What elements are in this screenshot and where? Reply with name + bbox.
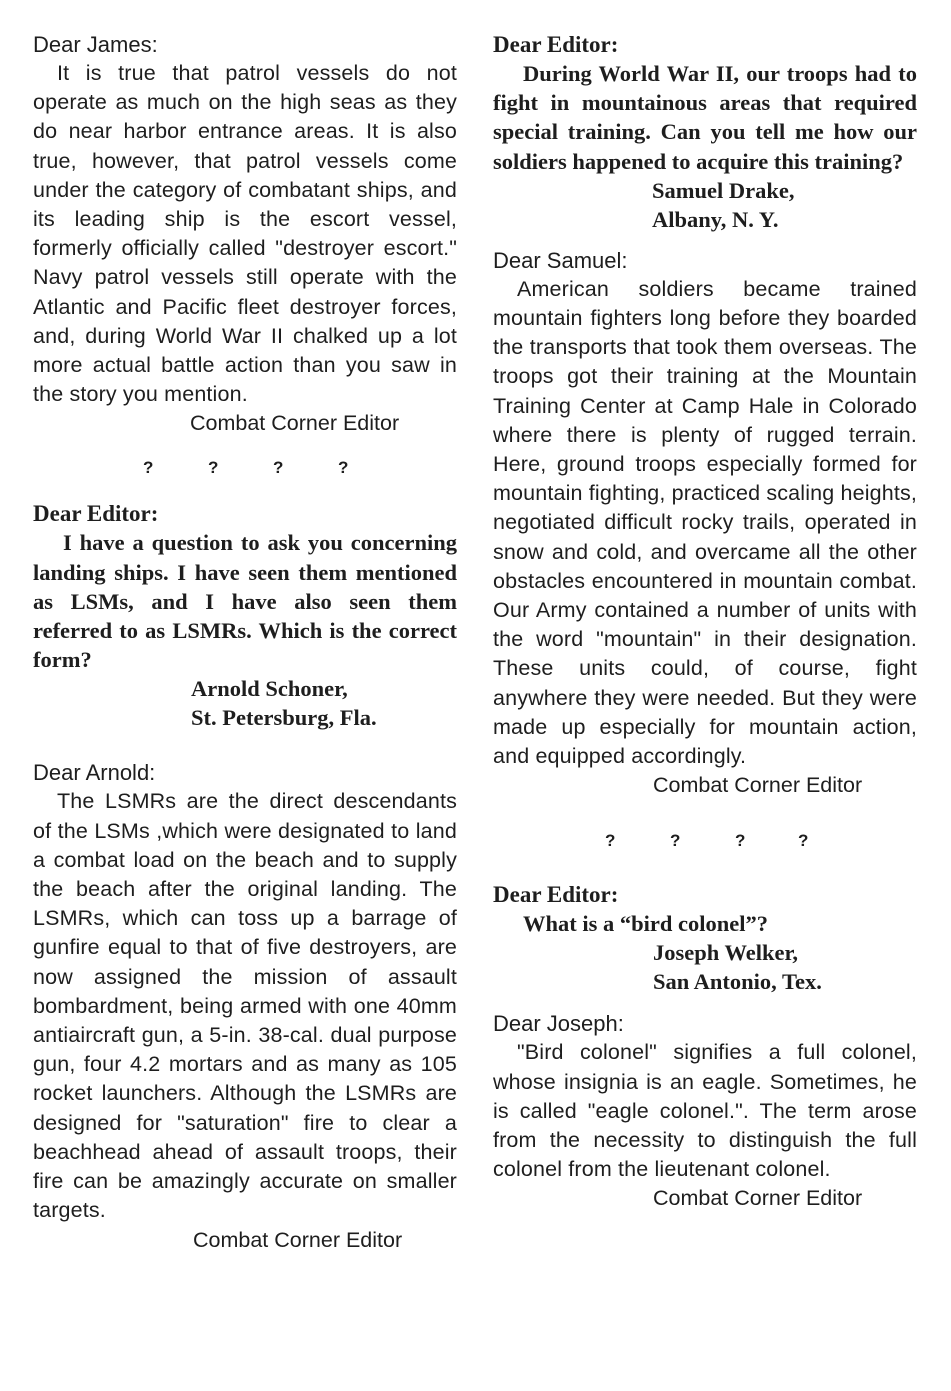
editor-signature: Combat Corner Editor xyxy=(193,1227,403,1252)
divider-mark: ? xyxy=(605,831,616,851)
divider-mark: ? xyxy=(143,458,154,478)
reply-samuel xyxy=(493,246,917,800)
letter-arnold-schoner xyxy=(33,499,457,732)
question-mark-divider xyxy=(493,826,917,855)
letter-joseph-welker xyxy=(493,880,917,996)
salutation: Dear Editor: xyxy=(33,501,159,527)
divider-mark: ? xyxy=(338,458,349,478)
reply-arnold xyxy=(33,758,457,1254)
letter-body: The LSMRs are the direct descendants of the LSMs ,which were designated to land a combat load on the beach and to supply the beach after the original landing. The LSMRs, which can toss up a barrage of gunfire equal to that of five destroyers, are now assigned the mission of assault bombardment, being armed with one 40mm antiaircraft gun, a 5-in. 38-cal. dual purpose gun, four 4.2 mortars and as many as 105 rocket launchers. Although the LSMRs are designed for "saturation" fire to clear a beachhead ahead of assault troops, their fire can be amazingly accurate on smaller targets. xyxy=(33,789,457,1223)
letter-reply-james xyxy=(33,30,457,438)
signature-place: St. Petersburg, Fla. xyxy=(191,705,377,731)
salutation: Dear Samuel: xyxy=(493,247,628,273)
letter-body: During World War II, our troops had to fight in mountainous areas that required special training. Can you tell me how our soldiers happened to acquire this training? xyxy=(493,61,917,174)
signature-place: San Antonio, Tex. xyxy=(653,969,822,995)
salutation: Dear Arnold: xyxy=(33,760,156,786)
letter-body: What is a “bird colonel”? xyxy=(523,911,769,937)
editor-signature: Combat Corner Editor xyxy=(653,1186,863,1211)
right-column xyxy=(493,30,917,1213)
divider-mark: ? xyxy=(798,831,809,851)
signature-name: Arnold Schoner, xyxy=(191,676,348,702)
left-column xyxy=(33,30,457,1255)
divider-mark: ? xyxy=(273,458,284,478)
salutation: Dear James: xyxy=(33,32,158,57)
editor-signature: Combat Corner Editor xyxy=(653,773,863,798)
letter-body: I have a question to ask you concerning landing ships. I have seen them mentioned as LSMs, and I have also seen them referred to as LSMRs. Which is the correct form? xyxy=(33,530,457,673)
editor-signature: Combat Corner Editor xyxy=(190,411,400,436)
signature-name: Samuel Drake, xyxy=(652,177,795,203)
salutation: Dear Editor: xyxy=(493,882,619,908)
letter-body: American soldiers became trained mountain fighters long before they boarded the transports that took them overseas. The troops got their training at the Mountain Training Center at Camp Hale in Colorado where there is plenty of rugged terrain. Here, ground troops especially formed for mountain fighting, practiced scaling heights, negotiated difficult rocky trails, operated in snow and cold, and overcame all the other obstacles encountered in mountain combat. Our Army contained a number of units with the word "mountain" in their designation. These units could, of course, fight anywhere they were needed. But they were made up especially for mountain action, and equipped accordingly. xyxy=(493,276,917,769)
signature-name: Joseph Welker, xyxy=(653,940,799,966)
divider-mark: ? xyxy=(670,831,681,851)
divider-mark: ? xyxy=(735,831,746,851)
letter-body: It is true that patrol vessels do not operate as much on the high seas as they do near harbor entrance areas. It is also true, however, that patrol vessels come under the category of combatant ships, and its leading ship is the escort vessel, formerly officially called "destroyer escort." Navy patrol vessels still operate with the Atlantic and Pacific fleet destroyer forces, and, during World War II chalked up a lot more actual battle action than you saw in the story you mention. xyxy=(33,61,457,407)
salutation: Dear Joseph: xyxy=(493,1011,624,1037)
signature-place: Albany, N. Y. xyxy=(652,206,779,232)
salutation: Dear Editor: xyxy=(493,32,619,57)
letter-samuel-drake xyxy=(493,30,917,234)
question-mark-divider xyxy=(33,453,457,482)
reply-joseph xyxy=(493,1009,917,1213)
divider-mark: ? xyxy=(208,458,219,478)
letter-body: "Bird colonel" signifies a full colonel, whose insignia is an eagle. Sometimes, he is called "eagle colonel.". The term arose from the necessity to distinguish the full colonel from the lieutenant colonel. xyxy=(493,1040,917,1182)
